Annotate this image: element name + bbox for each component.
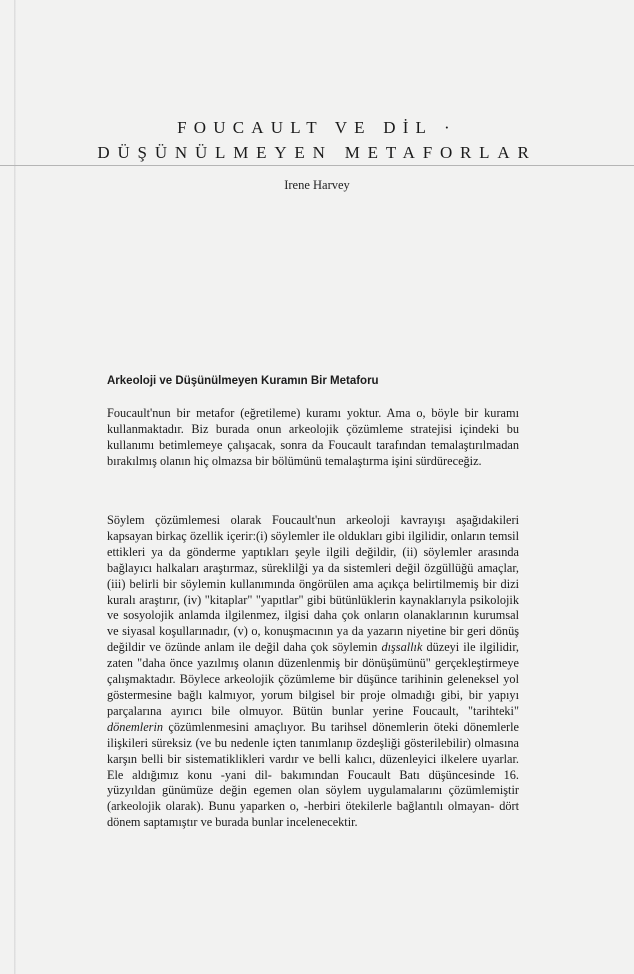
paragraph-2 [107, 513, 519, 831]
paragraph-1-text: Foucault'nun bir metafor (eğretileme) kuramı yoktur. Ama o, böyle bir kuramı kullanmaktadır. Biz burada onun arkeolojik çözümleme stratejisi içindeki bu kullanımı betimlemeye çalışacak, sonra da Foucault tarafından temalaştırılmadan bırakılmış olanın hiç olmazsa bir bölümünü temalaştırma işini sürdüreceğiz. [107, 406, 519, 468]
paragraph-2-part-c: çözümlenmesini amaçlıyor. Bu tarihsel dönemlerin öteki dönemlerle ilişkileri süreksiz (ve bu nedenle içten tanımlanıp özdeşliği gösterilebilir) olmasına karşın belli bir sistematiklikleri vardır ve belli kalıcı, düzenleyici ilkelere uyarlar. Ele aldığımız konu -yani dil- bakımından Foucault Batı düşüncesinde 16. yüzyıldan günümüze değin egemen olan söylem uygulamalarını çözümlemiştir (arkeolojik olarak). Bunu yaparken o, -herbiri ötekilerle bağlantılı olmayan- dört dönem saptamıştır ve burada bunlar incelenecektir. [107, 719, 519, 830]
title-line-1: FOUCAULT VE DİL · [177, 118, 457, 137]
paragraph-2-emphasis-2: dönemlerin [107, 719, 164, 734]
title-line-2: DÜŞÜNÜLMEYEN METAFORLAR [97, 143, 537, 162]
title-rule [0, 165, 634, 166]
section-heading: Arkeoloji ve Düşünülmeyen Kuramın Bir Metaforu [107, 375, 379, 387]
author-name: Irene Harvey [284, 178, 350, 192]
paragraph-1 [107, 406, 519, 470]
paragraph-2-emphasis-1: dışsallık [381, 640, 423, 655]
paragraph-2-part-b: düzeyi ile ilgilidir, zaten "daha önce yazılmış olanın düzenlenmiş bir dönüşümünü" gerçekleştirmeye çalışmaktadır. Böylece arkeolojik çözümleme bir düşünce tarihinin geleneksel yol göstermesine bağlı kalmıyor, yorum bilgisel bir proje olmadığı gibi, bir yapıyı parçalarına ayırıcı bile olmuyor. Bütün bunlar yerine Foucault, "tarihteki" [107, 640, 520, 718]
paragraph-2-part-a: Söylem çözümlemesi olarak Foucault'nun arkeoloji kavrayışı aşağıdakileri kapsayan birkaç özellik içerir:(i) söylemler ile oldukları gibi ilgilidir, onların temsil ettikleri ya da gönderme yaptıkları şeyle ilgili değildir, (ii) söylemler arasında bağlayıcı halkaları araştırmaz, süreklilği ya da sistemleri değil özgüllüğü amaçlar, (iii) belirli bir söylemin kullanımında öngörülen ama açıkça belirtilmemiş bir dizi kuralı araştırır, (iv) "kitaplar" "yapıtlar" gibi bütünlüklerin kaynaklarıyla psikolojik ve sosyolojik anlamda ilgilenmez, ilgisi daha çok onların olanaklarının kurumsal ve siyasal koşullarınadır, (v) o, konuşmacının ya da yazarın niyetine bir geri dönüş değildir ve özünde anlam ile değil daha çok söylemin [107, 513, 519, 655]
paragraph-2-text [107, 513, 519, 831]
